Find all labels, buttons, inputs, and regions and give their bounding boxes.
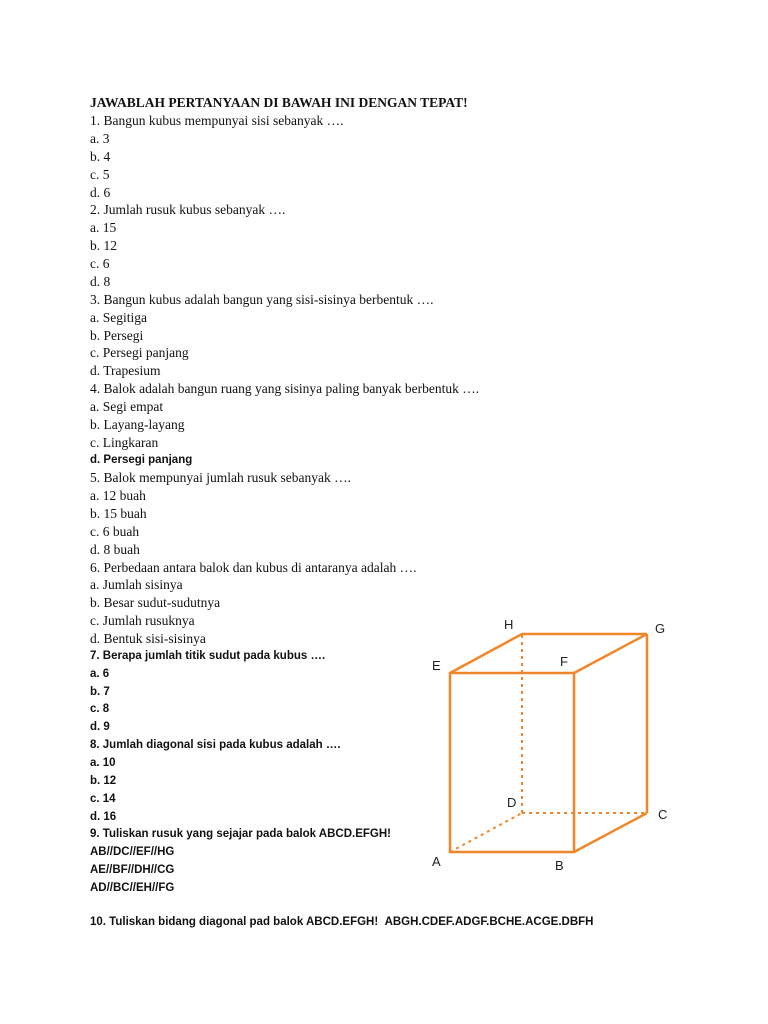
question-10-answer: ABGH.CDEF.ADGF.BCHE.ACGE.DBFH xyxy=(384,916,594,928)
edge-bc xyxy=(574,813,647,852)
option-text: b. 15 buah xyxy=(90,506,147,521)
answer-text: AE//BF//DH//CG xyxy=(90,864,175,876)
question-7: 7. Berapa jumlah titik sudut pada kubus …. xyxy=(90,650,326,662)
question-8: 8. Jumlah diagonal sisi pada kubus adalah …. xyxy=(90,739,341,751)
vertex-label-d: D xyxy=(507,795,517,810)
option-text: a. 12 buah xyxy=(90,488,146,503)
question-9: 9. Tuliskan rusuk yang sejajar pada balok ABCD.EFGH! xyxy=(90,828,391,840)
cuboid-diagram xyxy=(420,608,680,878)
option-text: c. Lingkaran xyxy=(90,435,159,450)
option-text: a. Segitiga xyxy=(90,310,147,325)
option-text: a. Segi empat xyxy=(90,399,164,414)
option-text: d. Bentuk sisi-sisinya xyxy=(90,631,206,646)
option-text: c. 5 xyxy=(90,167,110,182)
edge-fg xyxy=(574,634,647,673)
option-text: d. 16 xyxy=(90,811,117,823)
option-text: b. 4 xyxy=(90,149,111,164)
option-text: c. 8 xyxy=(90,703,110,715)
option-text: c. 6 xyxy=(90,256,110,271)
option-text: a. 15 xyxy=(90,220,117,235)
edge-eh xyxy=(450,634,522,673)
option-text: d. 8 xyxy=(90,274,111,289)
question-2: 2. Jumlah rusuk kubus sebanyak …. xyxy=(90,202,286,217)
vertex-label-a: A xyxy=(432,854,441,869)
option-text: d. 9 xyxy=(90,721,110,733)
option-text: d. 8 buah xyxy=(90,542,140,557)
option-text: c. 14 xyxy=(90,793,116,805)
option-text: d. 6 xyxy=(90,185,111,200)
question-5: 5. Balok mempunyai jumlah rusuk sebanyak …. xyxy=(90,470,351,485)
option-text: a. Jumlah sisinya xyxy=(90,577,183,592)
question-6: 6. Perbedaan antara balok dan kubus di antaranya adalah …. xyxy=(90,560,417,575)
option-text: b. Besar sudut-sudutnya xyxy=(90,595,221,610)
face-abfe xyxy=(450,673,574,852)
question-1: 1. Bangun kubus mempunyai sisi sebanyak …. xyxy=(90,113,344,128)
option-text: d. Trapesium xyxy=(90,363,161,378)
option-text: c. Jumlah rusuknya xyxy=(90,613,195,628)
edge-ad xyxy=(450,813,522,852)
worksheet-title: JAWABLAH PERTANYAAN DI BAWAH INI DENGAN TEPAT! xyxy=(90,95,468,110)
answer-text: AB//DC//EF//HG xyxy=(90,846,175,858)
vertex-label-b: B xyxy=(555,858,564,873)
option-text: d. Persegi panjang xyxy=(90,454,193,466)
question-10 xyxy=(90,914,593,931)
option-text: b. 7 xyxy=(90,686,110,698)
vertex-label-f: F xyxy=(560,654,568,669)
option-text: a. 6 xyxy=(90,668,110,680)
question-3: 3. Bangun kubus adalah bangun yang sisi-sisinya berbentuk …. xyxy=(90,292,434,307)
option-text: b. 12 xyxy=(90,775,117,787)
vertex-label-c: C xyxy=(658,807,668,822)
option-text: b. Layang-layang xyxy=(90,417,185,432)
answer-text: AD//BC//EH//FG xyxy=(90,882,175,894)
option-text: c. 6 buah xyxy=(90,524,140,539)
question-10-text: 10. Tuliskan bidang diagonal pad balok ABCD.EFGH! xyxy=(90,916,379,928)
option-text: b. 12 xyxy=(90,238,117,253)
vertex-label-g: G xyxy=(655,621,666,636)
option-text: c. Persegi panjang xyxy=(90,345,189,360)
vertex-label-e: E xyxy=(432,658,441,673)
option-text: a. 10 xyxy=(90,757,116,769)
vertex-label-h: H xyxy=(504,617,514,632)
question-4: 4. Balok adalah bangun ruang yang sisinya paling banyak berbentuk …. xyxy=(90,381,480,396)
option-text: a. 3 xyxy=(90,131,110,146)
option-text: b. Persegi xyxy=(90,328,144,343)
